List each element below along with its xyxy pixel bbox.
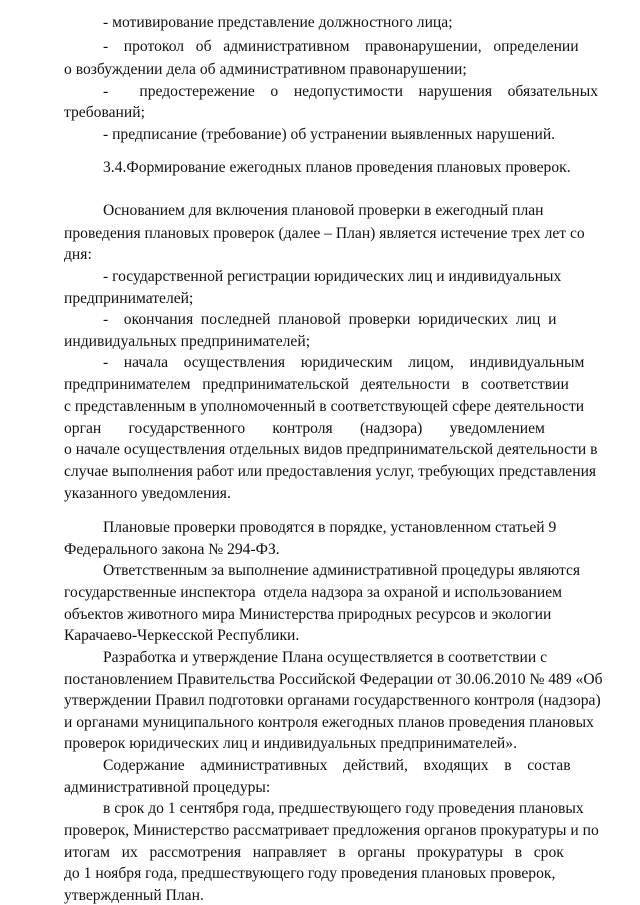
paragraph-responsible: государственные инспектора отдела надзора за охраной и использованием — [64, 584, 563, 601]
paragraph-basis-line: проведения плановых проверок (далее – План) является истечение трех лет со — [64, 225, 585, 242]
list-item-start-cont: орган государственного контроля (надзора) уведомлением — [64, 420, 545, 437]
list-item-start-cont: с представленным в уполномоченный в соответствующей сфере деятельности — [64, 398, 585, 415]
list-item-start: - начала осуществления юридическим лицом, индивидуальным — [103, 354, 585, 371]
list-item-warning: - предостережение о недопустимости нарушения обязательных — [103, 83, 599, 100]
paragraph-development: Разработка и утверждение Плана осуществляется в соответствии с — [103, 649, 548, 666]
list-item-start-cont: предпринимателем предпринимательской деятельности в соответствии — [64, 376, 569, 393]
list-item-registration-cont: предпринимателей; — [64, 290, 194, 307]
paragraph-basis-line: дня: — [64, 246, 92, 263]
list-item-registration: - государственной регистрации юридических лиц и индивидуальных — [103, 268, 562, 285]
list-item-last-check: - окончания последней плановой проверки юридических лиц и — [103, 311, 557, 328]
paragraph-order: Плановые проверки проводятся в порядке, установленном статьей 9 — [103, 519, 557, 536]
list-item-representation: - мотивирование представление должностного лица; — [103, 14, 453, 31]
paragraph-development: и органами муниципального контроля ежегодных планов проведения плановых — [64, 714, 594, 731]
list-item-protocol-cont: о возбуждении дела об административном правонарушении; — [64, 61, 467, 78]
list-item-warning-cont: требований; — [64, 104, 145, 121]
paragraph-content: административной процедуры: — [64, 779, 271, 796]
paragraph-deadline: итогам их рассмотрения направляет в органы прокуратуры в срок — [64, 844, 564, 861]
paragraph-responsible: Карачаево-Черкесской Республики. — [64, 627, 300, 644]
paragraph-development: утверждении Правил подготовки органами государственного контроля (надзора) — [64, 692, 601, 709]
paragraph-responsible: Ответственным за выполнение административной процедуры являются — [103, 562, 581, 579]
paragraph-development: постановлением Правительства Российской Федерации от 30.06.2010 № 489 «Об — [64, 671, 603, 688]
list-item-start-cont: случае выполнения работ или предоставления услуг, требующих представления — [64, 463, 597, 480]
paragraph-content: Содержание административных действий, входящих в состав — [103, 757, 571, 774]
paragraph-order: Федерального закона № 294-ФЗ. — [64, 541, 280, 558]
paragraph-deadline: утвержденный План. — [64, 887, 204, 904]
list-item-protocol: - протокол об административном правонарушении, определении — [103, 38, 579, 55]
paragraph-deadline: проверок, Министерство рассматривает предложения органов прокуратуры и по — [64, 822, 599, 839]
paragraph-responsible: объектов животного мира Министерства природных ресурсов и экологии — [64, 606, 552, 623]
list-item-prescription: - предписание (требование) об устранении выявленных нарушений. — [103, 126, 556, 143]
paragraph-basis-line: Основанием для включения плановой проверки в ежегодный план — [103, 202, 544, 219]
paragraph-deadline: до 1 ноября года, предшествующего году проведения плановых проверок, — [64, 865, 556, 882]
paragraph-deadline: в срок до 1 сентября года, предшествующего году проведения плановых — [103, 800, 584, 817]
paragraph-development: проверок юридических лиц и индивидуальных предпринимателей». — [64, 735, 517, 752]
list-item-start-cont: о начале осуществления отдельных видов предпринимательской деятельности в — [64, 441, 598, 458]
list-item-start-cont: указанного уведомления. — [64, 485, 231, 502]
list-item-last-check-cont: индивидуальных предпринимателей; — [64, 333, 311, 350]
section-heading: 3.4.Формирование ежегодных планов проведения плановых проверок. — [103, 159, 571, 176]
